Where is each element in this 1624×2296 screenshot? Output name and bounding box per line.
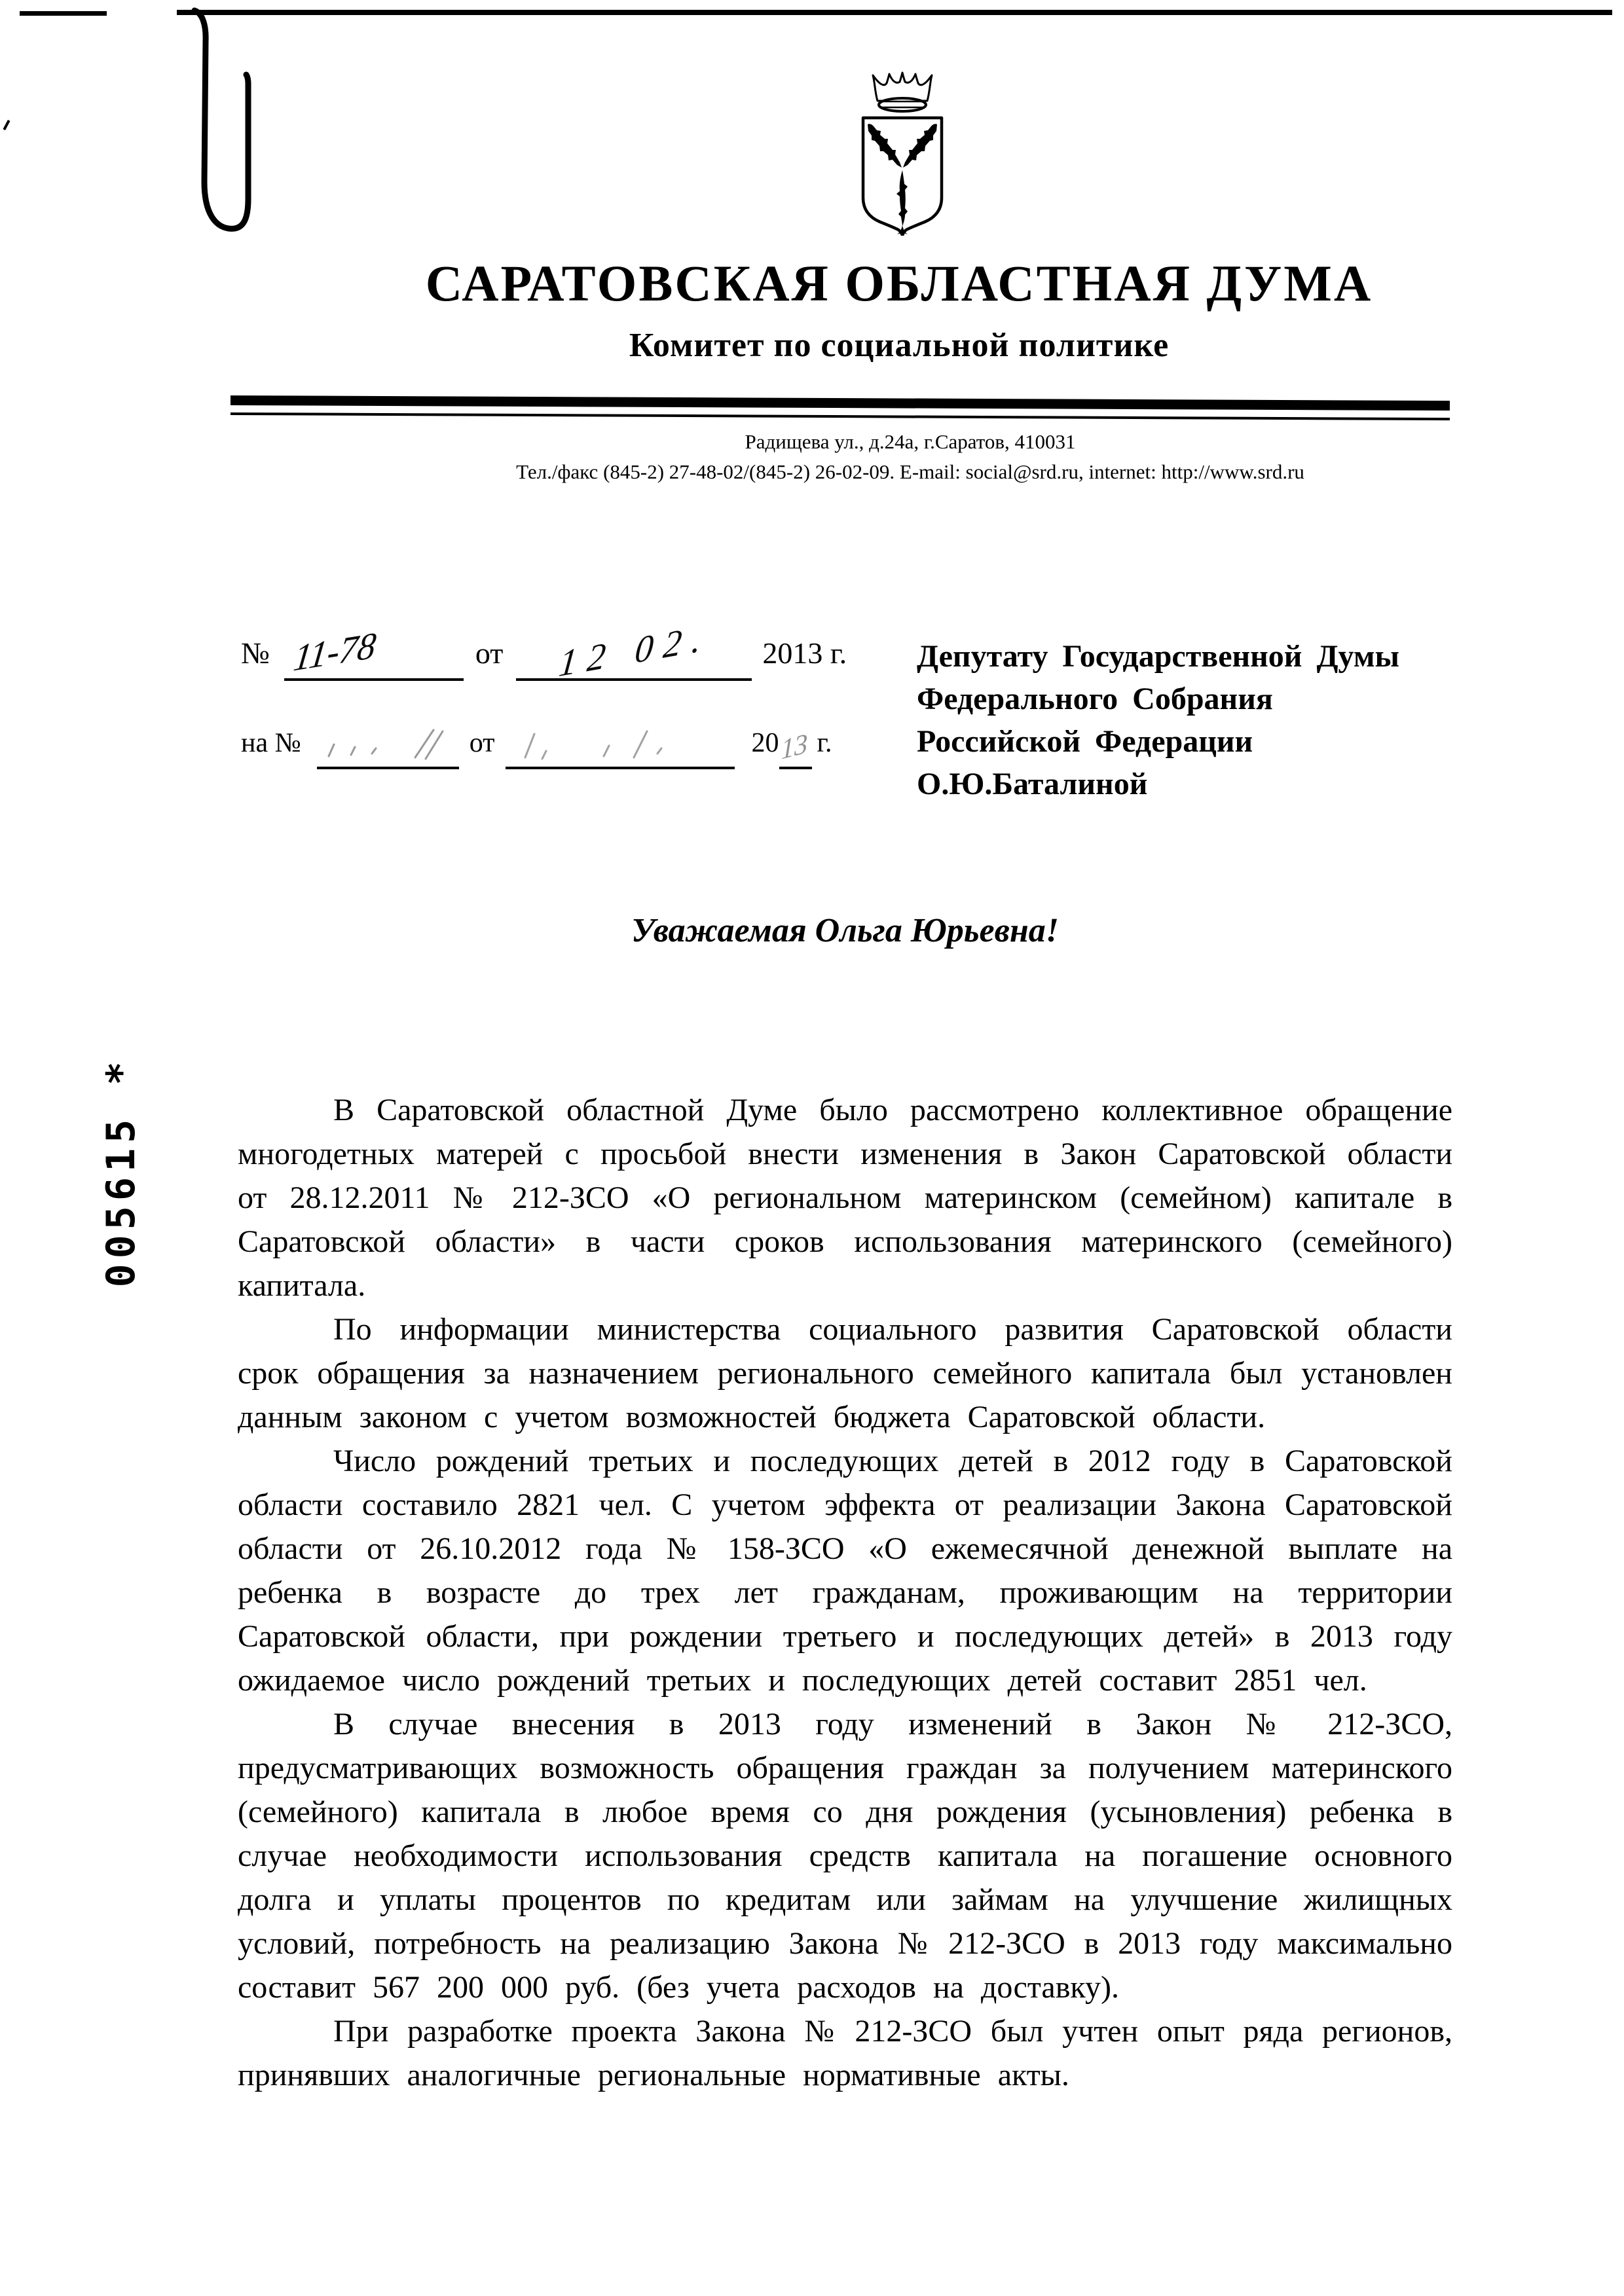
salutation: Уважаемая Ольга Юрьевна! (631, 912, 1059, 949)
handwritten-date: 12 02. (557, 616, 714, 685)
header-divider-thick (231, 395, 1450, 410)
scan-artifact-line (177, 10, 1612, 15)
number-field-line (284, 625, 464, 681)
handwritten-number: 11-78 (291, 625, 378, 680)
committee-name: Комитет по социальной политике (629, 326, 1170, 364)
paperclip-icon (180, 5, 324, 247)
date-label: от (475, 636, 504, 670)
reply-date-field-line (506, 721, 735, 769)
reply-year-prefix: 20 (751, 728, 779, 758)
registration-stamp: 005615 * (98, 1056, 144, 1288)
recipient-block (917, 635, 1460, 805)
scan-artifact-tick (3, 120, 10, 130)
reply-number-field-line (317, 721, 459, 769)
handwritten-scribble (506, 725, 735, 767)
handwritten-scribble (317, 725, 459, 767)
reply-ref-row (241, 710, 832, 769)
outgoing-ref-row (241, 616, 847, 685)
handwritten-reply-year: 13 (781, 728, 807, 766)
crown-icon (873, 73, 932, 101)
reply-date-label: от (469, 728, 495, 758)
recipient-line: Депутату Государственной Думы (917, 639, 1400, 674)
org-name: САРАТОВСКАЯ ОБЛАСТНАЯ ДУМА (425, 255, 1373, 312)
body-paragraph: В Саратовской областной Думе было рассмотрено коллективное обращение многодетных матерей с просьбой внести изменения в Закон Саратовской области от 28.12.2011 № 212-ЗСО «О региональном материнском (семейном) капитале в Саратовской области» в части сроков использования материнского (семейного) капитала. (238, 1093, 1452, 1303)
scan-artifact-line (20, 11, 107, 16)
reply-year-field-line (779, 729, 812, 769)
recipient-line: О.Ю.Баталиной (917, 767, 1148, 801)
body-paragraph: При разработке проекта Закона № 212-ЗСО был учтен опыт ряда регионов, принявших аналогичные региональные нормативные акты. (238, 2014, 1452, 2092)
reply-label: на № (241, 728, 301, 758)
header-divider-thin (231, 412, 1450, 420)
recipient-line: Российской Федерации (917, 724, 1253, 759)
body-paragraph: Число рождений третьих и последующих детей в 2012 году в Саратовской области составило 2821 чел. С учетом эффекта от реализации Закона Саратовской области от 26.10.2012 года № 158-ЗСО «О ежемесячной денежной выплате на ребенка в возрасте до трех лет гражданам, проживающим на территории Саратовской области, при рождении третьего и последующих детей» в 2013 году ожидаемое число рождений третьих и последующих детей составит 2851 чел. (238, 1444, 1452, 1698)
year-label: 2013 г. (762, 636, 847, 670)
reply-year-suffix: г. (817, 728, 832, 758)
saratov-coat-of-arms-icon (857, 71, 948, 236)
date-field-line (516, 616, 752, 685)
body-paragraph: По информации министерства социального развития Саратовской области срок обращения за назначением регионального семейного капитала был установлен данным законом с учетом возможностей бюджета Саратовской области. (238, 1312, 1452, 1434)
letter-body (238, 1088, 1452, 2097)
recipient-line: Федерального Собрания (917, 682, 1273, 716)
address-line: Радищева ул., д.24а, г.Саратов, 410031 (745, 430, 1076, 453)
contact-line: Тел./факс (845-2) 27-48-02/(845-2) 26-02-09. E-mail: social@srd.ru, internet: http://www.srd.ru (516, 460, 1304, 483)
number-label: № (241, 636, 270, 670)
body-paragraph: В случае внесения в 2013 году изменений в Закон № 212-ЗСО, предусматривающих возможность обращения граждан за получением материнского (семейного) капитала в любое время со дня рождения (усыновления) ребенка в случае необходимости использования средств капитала на погашение основного долга и уплаты процентов по кредитам или займам на улучшение жилищных условий, потребность на реализацию Закона № 212-ЗСО в 2013 году максимально составит 567 200 000 руб. (без учета расходов на доставку). (238, 1707, 1452, 2005)
